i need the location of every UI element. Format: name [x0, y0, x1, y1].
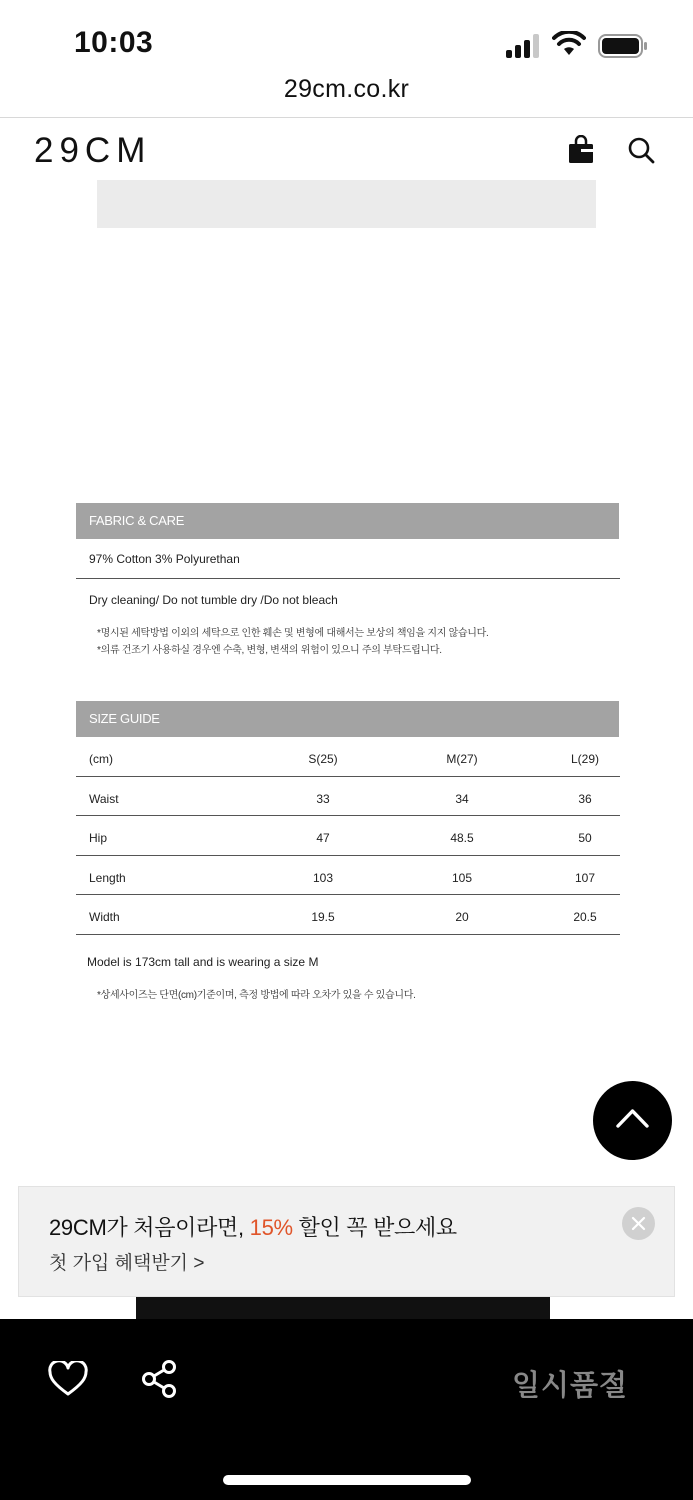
wifi-icon: [552, 31, 586, 57]
promo-discount: 15%: [249, 1215, 293, 1240]
table-row: [76, 777, 620, 817]
table-row: [76, 856, 620, 896]
site-logo[interactable]: 29CM: [34, 131, 152, 170]
care-instructions: Dry cleaning/ Do not tumble dry /Do not bleach: [89, 593, 338, 607]
table-row: [76, 816, 620, 856]
sold-out-label: 일시품절: [512, 1370, 629, 1402]
battery-icon: [598, 34, 648, 58]
status-bar: [0, 0, 693, 70]
size-guide-heading: SIZE GUIDE: [76, 701, 619, 737]
care-note: *의류 건조기 사용하실 경우엔 수축, 변형, 변색의 위험이 있으니 주의 부탁드립니다.: [97, 645, 442, 656]
fabric-composition: 97% Cotton 3% Polyurethan: [89, 552, 240, 566]
column-header: L(29): [570, 752, 600, 766]
address-bar[interactable]: [0, 70, 693, 118]
row-label: Length: [89, 870, 126, 885]
url-text[interactable]: 29cm.co.kr: [283, 75, 410, 103]
table-cell: 105: [451, 870, 473, 885]
promo-title-text: 할인 꼭 받으세요: [292, 1215, 457, 1240]
promo-title-text: 29CM가 처음이라면,: [49, 1215, 250, 1240]
size-note: *상세사이즈는 단면(cm)기준이며, 측정 방법에 따라 오차가 있을 수 있습니다.: [97, 990, 416, 1001]
table-cell: 33: [316, 791, 330, 806]
partial-banner-graphic: [136, 1296, 550, 1320]
site-header: [0, 119, 693, 181]
table-cell: 50: [578, 831, 592, 845]
scroll-to-top-button[interactable]: [593, 1081, 672, 1160]
table-cell: 34: [455, 791, 469, 806]
chevron-up-icon: [615, 1107, 650, 1129]
column-header: S(25): [308, 752, 338, 766]
row-label: Hip: [89, 831, 108, 845]
care-note: *명시된 세탁방법 이외의 세탁으로 인한 훼손 및 변형에 대해서는 보상의 책임을 지지 않습니다.: [97, 628, 489, 639]
heart-icon[interactable]: [48, 1361, 88, 1397]
fabric-care-heading: FABRIC & CARE: [76, 503, 619, 539]
signal-icon: [506, 34, 542, 58]
status-time: 10:03: [74, 26, 154, 59]
table-cell: 48.5: [450, 831, 474, 845]
shopping-bag-icon[interactable]: [566, 135, 596, 165]
model-info: Model is 173cm tall and is wearing a size M: [87, 955, 319, 969]
table-cell: 47: [316, 831, 330, 845]
divider: [76, 578, 620, 579]
search-icon[interactable]: [626, 135, 656, 165]
promo-title: [49, 1211, 457, 1242]
column-header: M(27): [446, 752, 478, 766]
table-cell: 103: [312, 870, 334, 885]
row-label: Waist: [89, 791, 119, 806]
table-cell: 20.5: [573, 910, 597, 924]
close-icon: [631, 1216, 646, 1231]
home-indicator: [223, 1475, 471, 1485]
column-header: (cm): [89, 752, 113, 766]
table-row: [76, 895, 620, 935]
image-placeholder: [97, 180, 596, 228]
row-label: Width: [89, 910, 120, 924]
close-button[interactable]: [622, 1207, 655, 1240]
signup-benefit-link[interactable]: 첫 가입 혜택받기 >: [49, 1253, 205, 1274]
table-cell: 20: [455, 910, 469, 924]
table-cell: 36: [578, 791, 592, 806]
share-icon[interactable]: [140, 1359, 178, 1399]
table-cell: 107: [574, 870, 596, 885]
table-cell: 19.5: [311, 910, 335, 924]
size-table: [76, 737, 620, 935]
signup-promo-banner[interactable]: [18, 1186, 675, 1297]
bottom-action-bar: [0, 1319, 693, 1500]
table-header-row: [76, 737, 620, 777]
